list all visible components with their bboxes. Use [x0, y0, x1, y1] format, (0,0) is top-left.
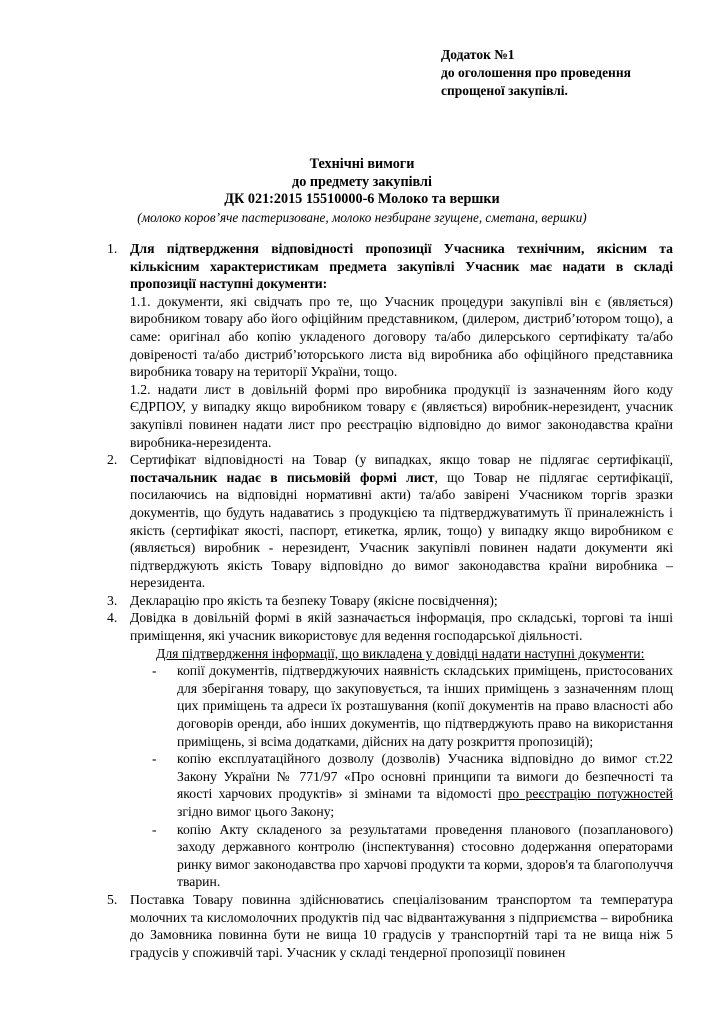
appendix-line-3: спрощеної закупівлі.: [441, 83, 568, 98]
list-item-2: [107, 451, 673, 592]
appendix-line-1: Додаток №1: [441, 47, 515, 62]
item-2-text-part-2: , що Товар не підлягає сертифікації, посилаючись на відповідні нормативні акти) та/або завірені Учасником торгів зразки документів, що будуть надаватись з продукцією та підтверджуватимуть її приналежність і якість (сертифікат якості, паспорт, етикетка, ярлик, тощо) у випадку якщо виробником є (являється) виробник - нерезидент, Учасник закупівлі повинен надати документи які підтверджують якість Товару відповідно до вимог законодавства країни виробника – нерезидента.: [130, 469, 673, 591]
dash-item-1-text: копії документів, підтверджуючих наявність складських приміщень, пристосованих для зберігання товару, що закуповується, та інших приміщень з зазначенням площ цих приміщень та адреси їх розташування (копії документів на право власності або договорів оренди, або інших документів, що підтверджують право на використання приміщень, зі всіма додатками, дійсних на дату розкриття пропозицій);: [177, 663, 673, 749]
item-1-paragraph-1: 1.1. документи, які свідчать про те, що Учасник процедури закупівлі він є (являється) виробником товару або його офіційним представником, (дилером, дистриб’ютором тощо), а саме: оригінал або копію укладеного договору та/або дилерського сертифікату та/або довіреності та/або дистриб’юторського листа від виробника або офіційного представника виробника товару на території України, тощо.: [130, 293, 673, 380]
dash-item-2-underlined: про реєстрацію потужностей: [498, 786, 673, 802]
dash-bullet: -: [152, 821, 157, 837]
requirements-list: [107, 240, 673, 961]
dash-list-item: [152, 662, 673, 750]
item-3-text: Декларацію про якість та безпеку Товару (якісне посвідчення);: [130, 592, 498, 608]
list-item-3: [107, 592, 673, 610]
appendix-header: [441, 46, 631, 100]
dash-bullet: -: [152, 663, 157, 679]
list-item-1: [107, 240, 673, 451]
item-4-underlined-intro: [130, 645, 673, 663]
dash-item-2-part-b: згідно вимог цього Закону;: [177, 804, 335, 819]
list-item-4: [107, 609, 673, 891]
item-1-heading: Для підтвердження відповідності пропозиції Учасника технічним, якісним та кількісним характеристикам предмета закупівлі Учасник має надати в складі пропозиції наступні документи:: [130, 241, 673, 292]
dash-bullet: -: [152, 751, 157, 767]
item-4-text: Довідка в довільній формі в якій зазначається інформація, про складські, торгові та інші приміщення, які учасник використовує для ведення господарської діяльності.: [130, 610, 673, 644]
dash-list-item: [152, 750, 673, 820]
title-line-1: Технічні вимоги: [309, 156, 415, 172]
list-item-5: [107, 891, 673, 961]
item-2-bold-text: постачальник надає в письмовій формі лист: [130, 469, 435, 485]
dash-item-2-part-a: копію експлуатаційного дозволу (дозволів) Учасника відповідно до вимог ст.22 Закону України № 771/97 «Про основні принципи та вимоги до безпечності та якості харчових продуктів» зі змінами та відомості: [177, 751, 673, 802]
title-subtitle: (молоко коров’яче пастеризоване, молоко незбиране згущене, сметана, вершки): [137, 209, 587, 225]
item-number: 5.: [107, 891, 118, 907]
item-1-paragraph-2: 1.2. надати лист в довільній формі про виробника продукції із зазначенням його коду ЄДРПОУ, у випадку якщо виробником товару є (являється) виробник-нерезидент, учасник закупівлі повинен надати лист про реєстрацію відповідно до вимог законодавства країни виробника-нерезидента.: [130, 381, 673, 450]
item-number: 3.: [107, 592, 118, 608]
dash-list-item: [152, 821, 673, 891]
title-line-3: ДК 021:2015 15510000-6 Молоко та вершки: [224, 191, 500, 207]
item-5-text: Поставка Товару повинна здійснюватись спеціалізованим транспортом та температура молочних та кисломолочних продуктів під час відвантажування з підприємства – виробника до Замовника повинна бути не вища 10 градусів у транспортній тарі та не вища ніж 5 градусів у споживчій тарі. Учасник у складі тендерної пропозиції повинен: [130, 891, 673, 960]
item-number: 4.: [107, 610, 118, 626]
item-2-text: [130, 451, 673, 592]
item-number: 2.: [107, 452, 118, 468]
item-4-dash-list: [152, 662, 673, 891]
dash-item-3-text: копію Акту складеного за результатами проведення планового (позапланового) заходу державного контролю (інспектування) стосовно додержання операторами ринку вимог законодавства про харчові продукти та корми, здоров'я та благополуччя тварин.: [177, 821, 673, 890]
title-line-2: до предмету закупівлі: [292, 173, 432, 190]
item-number: 1.: [107, 241, 118, 256]
appendix-line-2: до оголошення про проведення: [441, 65, 631, 80]
dash-item-2-text: [177, 750, 673, 820]
title-block: [0, 156, 724, 226]
item-2-text-part-1: Сертифікат відповідності на Товар (у випадках, якщо товар не підлягає сертифікації,: [130, 452, 673, 468]
item-4-underlined-text: Для підтвердження інформації, що викладена у довідці надати наступні документи:: [156, 645, 645, 661]
